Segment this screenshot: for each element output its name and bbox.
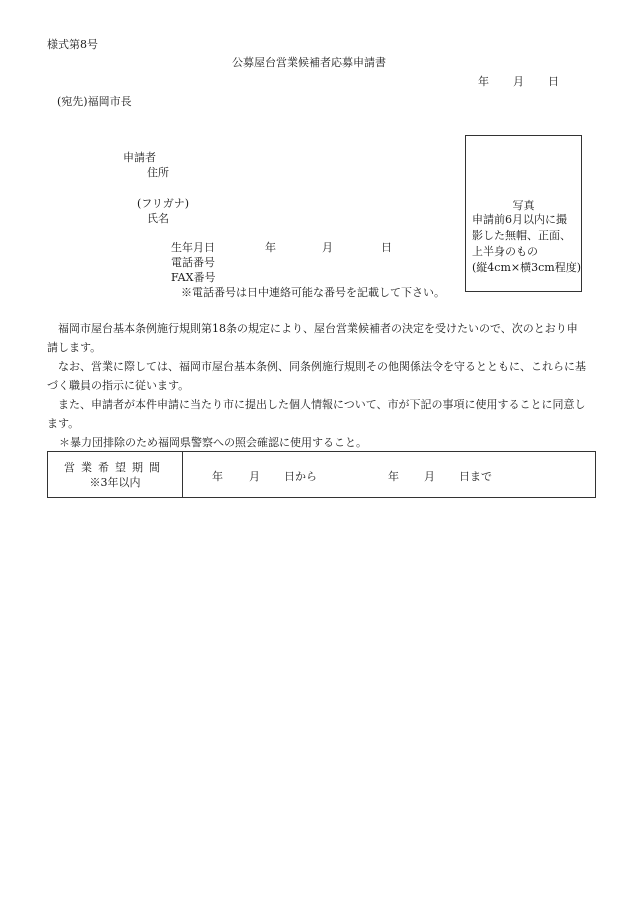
photo-caption: 写真	[512, 199, 535, 212]
fax-label: FAX番号	[171, 271, 216, 284]
period-label-cell	[48, 452, 183, 498]
period-start-month: 月	[249, 470, 260, 483]
photo-desc-line: 上半身のもの	[472, 245, 538, 258]
address-label: 住所	[147, 166, 169, 179]
paragraph-2: なお、営業に際しては、福岡市屋台基本条例、同条例施行規則その他関係法令を守るとともに、これらに基づく職員の指示に従います。	[47, 360, 586, 392]
birth-month-label: 月	[322, 241, 333, 254]
photo-desc-line: 申請前6月以内に撮	[472, 213, 567, 226]
applicant-label: 申請者	[123, 151, 156, 164]
period-note: ※3年以内	[89, 475, 141, 489]
period-start-day: 日から	[284, 470, 317, 483]
period-end-year: 年	[388, 470, 399, 483]
birth-day-label: 日	[381, 241, 392, 254]
form-number: 様式第8号	[47, 38, 98, 51]
addressee: (宛先)福岡市長	[57, 95, 132, 108]
document-title: 公募屋台営業候補者応募申請書	[232, 56, 386, 69]
date-year-label: 年	[478, 75, 489, 88]
paragraph-1: 福岡市屋台基本条例施行規則第18条の規定により、屋台営業候補者の決定を受けたいので、次のとおり申請します。	[47, 322, 578, 354]
phone-label: 電話番号	[171, 256, 215, 269]
furigana-label: (フリガナ)	[137, 197, 190, 210]
period-label: 営業希望期間	[64, 460, 166, 474]
birth-year-label: 年	[265, 241, 276, 254]
photo-desc-line: (縦4cm×横3cm程度)	[472, 261, 581, 274]
birthdate-label: 生年月日	[171, 241, 215, 254]
name-label: 氏名	[147, 212, 169, 225]
period-end-day: 日まで	[459, 470, 492, 483]
photo-box	[465, 135, 582, 292]
paragraph-3: また、申請者が本件申請に当たり市に提出した個人情報について、市が下記の事項に使用することに同意します。	[47, 398, 586, 430]
period-value-cell[interactable]	[183, 452, 596, 498]
date-day-label: 日	[548, 75, 559, 88]
phone-note: ※電話番号は日中連絡可能な番号を記載して下さい。	[181, 286, 445, 299]
date-month-label: 月	[513, 75, 524, 88]
business-period-table	[47, 451, 596, 498]
photo-description	[472, 212, 581, 276]
photo-desc-line: 影した無帽、正面、	[472, 229, 571, 242]
paragraph-4: ＊暴力団排除のため福岡県警察への照会確認に使用すること。	[59, 436, 367, 449]
period-end-month: 月	[424, 470, 435, 483]
period-start-year: 年	[212, 470, 223, 483]
